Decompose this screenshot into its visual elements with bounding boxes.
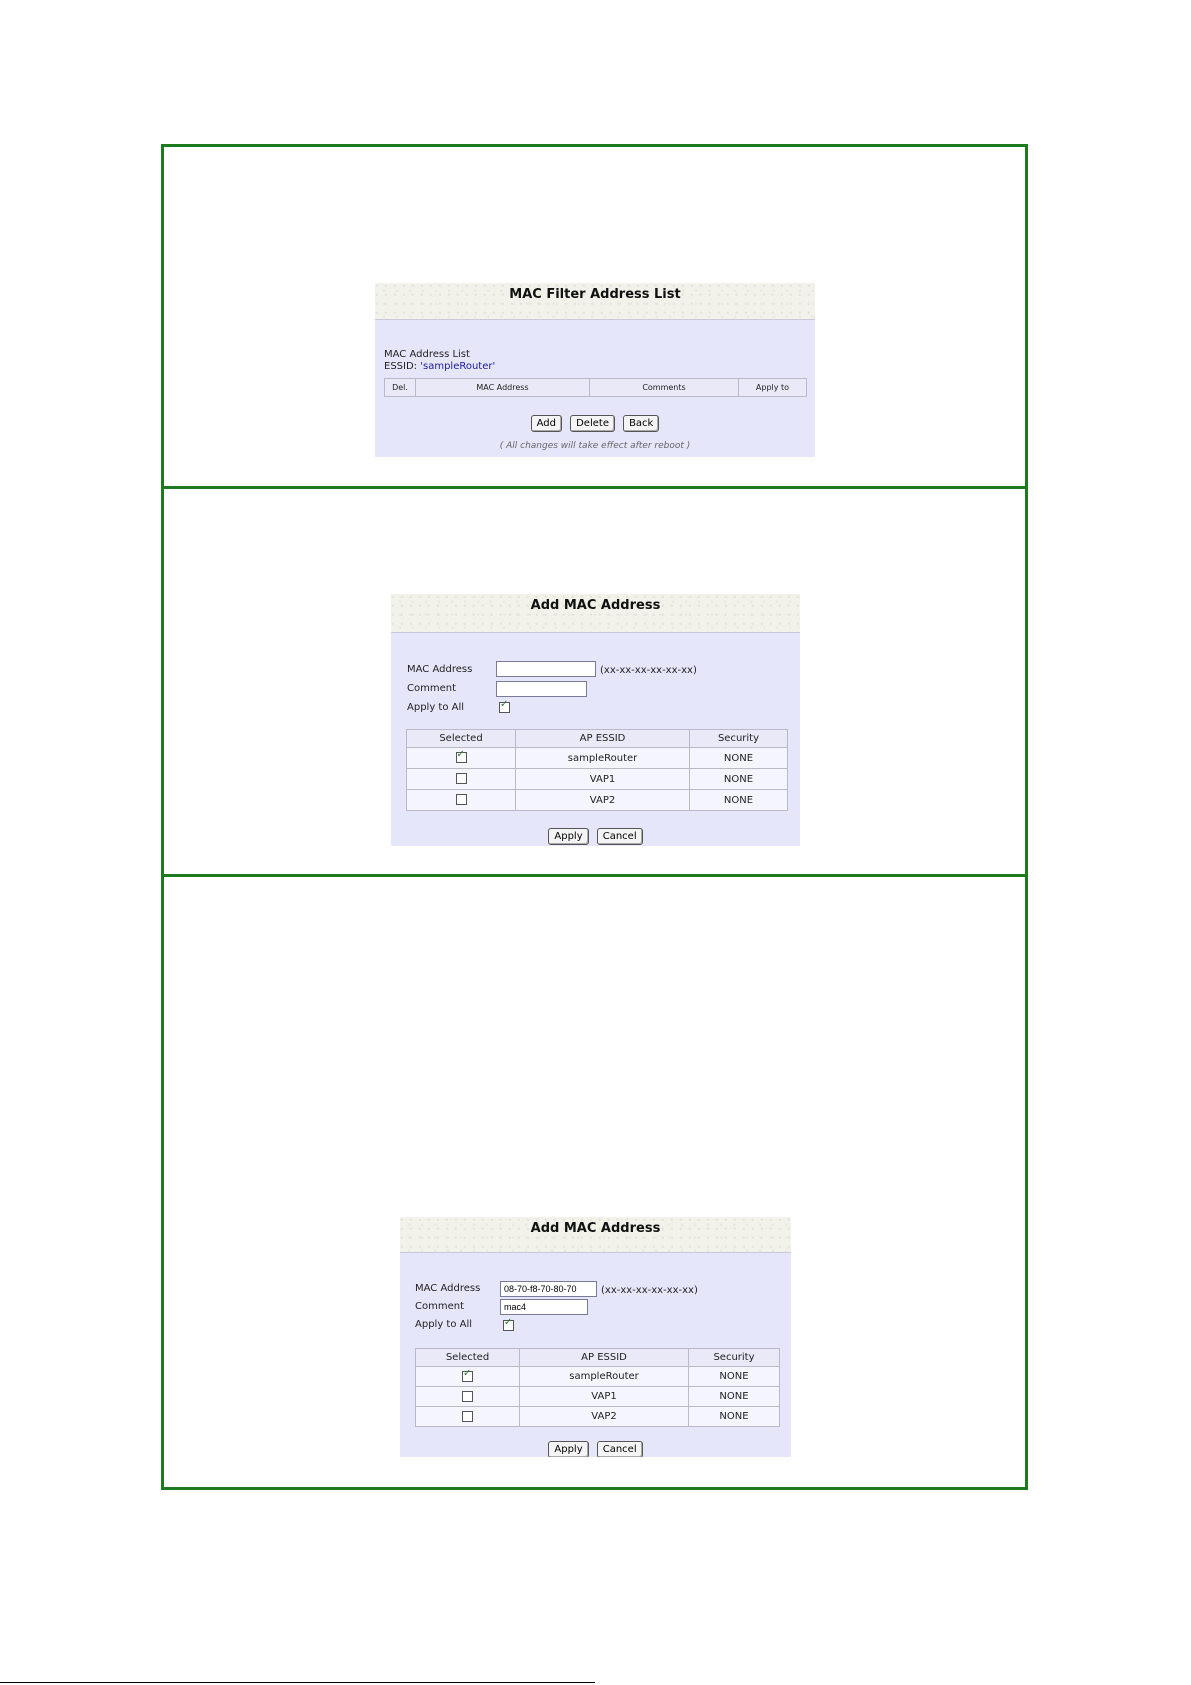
button-row: [391, 824, 800, 845]
column-header: AP ESSID: [520, 1349, 689, 1367]
mac-filter-list-screenshot: [375, 283, 815, 457]
page-header: [391, 594, 800, 633]
column-header: Apply to: [739, 379, 807, 397]
column-header: Del.: [385, 379, 416, 397]
row-select-checkbox[interactable]: [462, 1411, 473, 1422]
security-cell: NONE: [690, 748, 788, 769]
row-select-checkbox[interactable]: [456, 773, 467, 784]
column-header: Security: [689, 1349, 780, 1367]
column-header: Security: [690, 730, 788, 748]
ap-essid-table: [415, 1348, 780, 1427]
back-button[interactable]: Back: [623, 415, 659, 432]
row-select-checkbox[interactable]: [456, 752, 467, 763]
column-header: Selected: [407, 730, 516, 748]
mac-address-input[interactable]: [496, 661, 596, 677]
section-divider-2: [161, 874, 1028, 877]
comment-input[interactable]: [500, 1299, 588, 1315]
comment-label: Comment: [407, 683, 456, 694]
apply-to-all-checkbox[interactable]: [503, 1320, 514, 1331]
mac-format-hint: (xx-xx-xx-xx-xx-xx): [600, 665, 697, 676]
table-row: [407, 769, 788, 790]
mac-list-table: [384, 378, 807, 397]
ap-essid-table: [406, 729, 788, 811]
page-title: Add MAC Address: [530, 598, 661, 613]
row-select-checkbox[interactable]: [456, 794, 467, 805]
column-header: MAC Address: [416, 379, 590, 397]
essid-cell: VAP2: [516, 790, 690, 811]
table-header-row: [385, 379, 807, 397]
table-header-row: [407, 730, 788, 748]
column-header: AP ESSID: [516, 730, 690, 748]
add-button[interactable]: Add: [531, 415, 562, 432]
apply-button[interactable]: Apply: [548, 828, 588, 845]
section-divider-1: [161, 486, 1028, 489]
footer-rule: [0, 1682, 595, 1683]
essid-value: 'sampleRouter': [420, 361, 496, 372]
button-row: [375, 411, 815, 432]
essid-line: [384, 361, 495, 372]
table-row: [416, 1367, 780, 1387]
row-select-checkbox[interactable]: [462, 1371, 473, 1382]
table-row: [416, 1387, 780, 1407]
table-row: [407, 748, 788, 769]
apply-to-all-label: Apply to All: [407, 702, 465, 713]
cancel-button[interactable]: Cancel: [597, 1441, 643, 1457]
security-cell: NONE: [689, 1367, 780, 1387]
security-cell: NONE: [690, 769, 788, 790]
essid-cell: sampleRouter: [516, 748, 690, 769]
mac-address-label: MAC Address: [407, 664, 473, 675]
apply-to-all-label: Apply to All: [415, 1319, 473, 1330]
column-header: Selected: [416, 1349, 520, 1367]
add-mac-screenshot-filled: [400, 1217, 791, 1457]
mac-address-label: MAC Address: [415, 1283, 481, 1294]
reboot-note: ( All changes will take effect after reboot ): [499, 441, 691, 451]
mac-address-list-label: MAC Address List: [384, 349, 470, 360]
essid-cell: sampleRouter: [520, 1367, 689, 1387]
page-header: [400, 1217, 791, 1253]
essid-label: ESSID:: [384, 361, 418, 372]
apply-to-all-checkbox[interactable]: [499, 702, 510, 713]
essid-cell: VAP2: [520, 1407, 689, 1427]
essid-cell: VAP1: [520, 1387, 689, 1407]
comment-input[interactable]: [496, 681, 587, 697]
essid-cell: VAP1: [516, 769, 690, 790]
page-header: [375, 283, 815, 320]
mac-address-input[interactable]: [500, 1281, 597, 1297]
add-mac-screenshot-empty: [391, 594, 800, 846]
mac-format-hint: (xx-xx-xx-xx-xx-xx): [601, 1285, 698, 1296]
security-cell: NONE: [689, 1387, 780, 1407]
column-header: Comments: [590, 379, 739, 397]
apply-button[interactable]: Apply: [548, 1441, 588, 1457]
page-title: Add MAC Address: [530, 1221, 661, 1236]
comment-label: Comment: [415, 1301, 464, 1312]
delete-button[interactable]: Delete: [570, 415, 615, 432]
row-select-checkbox[interactable]: [462, 1391, 473, 1402]
page-title: MAC Filter Address List: [509, 287, 681, 302]
button-row: [400, 1437, 791, 1457]
security-cell: NONE: [690, 790, 788, 811]
security-cell: NONE: [689, 1407, 780, 1427]
table-header-row: [416, 1349, 780, 1367]
table-row: [416, 1407, 780, 1427]
cancel-button[interactable]: Cancel: [597, 828, 643, 845]
table-row: [407, 790, 788, 811]
